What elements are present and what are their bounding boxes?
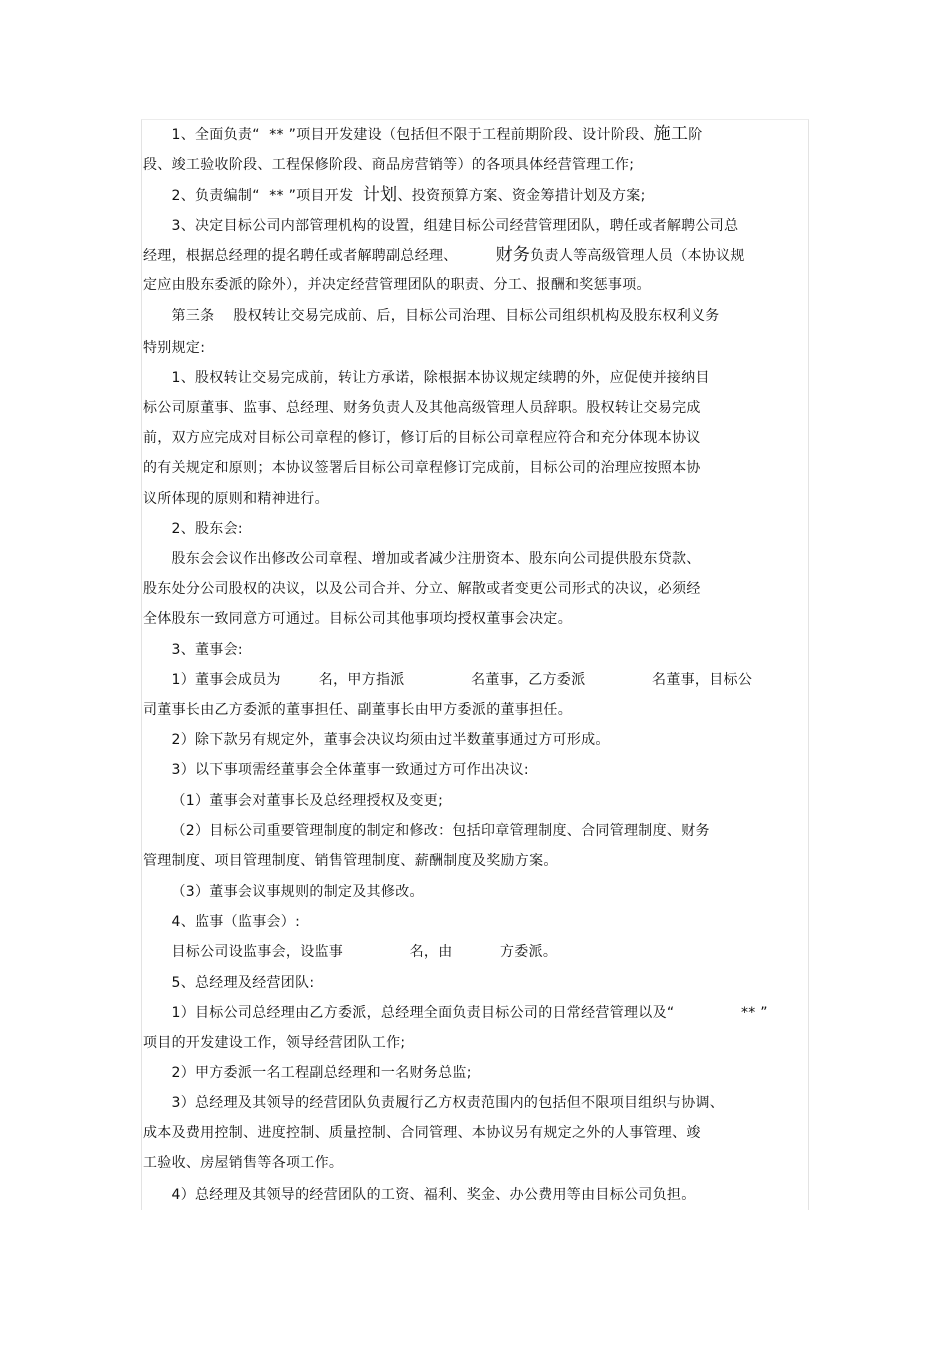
text-fragment: 阶 [688, 127, 703, 143]
text-fragment: 项目的开发建设工作，领导经营团队工作; [143, 1035, 406, 1051]
text-line [143, 943, 557, 961]
text-fragment: 5、总经理及经营团队: [143, 975, 315, 991]
text-fragment: 3、董事会: [143, 642, 243, 658]
text-fragment: 议所体现的原则和精神进行。 [143, 491, 329, 507]
text-line [143, 1186, 696, 1204]
text-fragment: 1）董事会成员为 名，甲方指派 名董事，乙方委派 名董事，目标公 [143, 672, 753, 688]
text-line [143, 580, 701, 598]
text-fragment: 股东处分公司股权的决议，以及公司合并、分立、解散或者变更公司形式的决议，必须经 [143, 581, 701, 597]
text-fragment: 工验收、房屋销售等各项工作。 [143, 1155, 344, 1171]
text-line [143, 490, 329, 508]
text-fragment: 3、决定目标公司内部管理机构的设置，组建目标公司经营管理团队，聘任或者解聘公司总 [143, 218, 739, 234]
text-line [143, 399, 701, 417]
text-line [143, 307, 720, 325]
text-fragment: 2）除下款另有规定外，董事会决议均须由过半数董事通过方可形成。 [143, 732, 610, 748]
text-line [143, 1154, 343, 1172]
text-line [143, 1004, 768, 1022]
text-fragment-large: 计划 [362, 185, 398, 205]
text-line [143, 792, 443, 810]
text-fragment: 4、监事（监事会）: [143, 914, 301, 930]
text-line [143, 671, 752, 689]
text-fragment: 目标公司设监事会，设监事 名，由 方委派。 [143, 944, 558, 960]
text-line [143, 217, 738, 235]
text-fragment: 1、全面负责“ ** ”项目开发建设（包括但不限于工程前期阶段、设计阶段、 [143, 127, 654, 143]
text-fragment: 管理制度、项目管理制度、销售管理制度、薪酬制度及奖励方案。 [143, 853, 558, 869]
text-fragment: 定应由股东委派的除外），并决定经营管理团队的职责、分工、报酬和奖惩事项。 [143, 277, 651, 293]
text-line [143, 1064, 472, 1082]
text-fragment: 第三条 股权转让交易完成前、后，目标公司治理、目标公司组织机构及股东权利义务 [143, 308, 720, 324]
text-line [143, 641, 243, 659]
text-line [143, 339, 205, 357]
text-fragment: 段、竣工验收阶段、工程保修阶段、商品房营销等）的各项具体经营管理工作; [143, 157, 635, 173]
text-line [143, 276, 651, 294]
text-line [143, 520, 243, 538]
text-line [143, 429, 701, 447]
text-line [143, 883, 424, 901]
text-fragment: 的有关规定和原则；本协议签署后目标公司章程修订完成前，目标公司的治理应按照本协 [143, 460, 701, 476]
text-fragment: 3）以下事项需经董事会全体董事一致通过方可作出决议: [143, 762, 529, 778]
text-fragment: 股东会会议作出修改公司章程、增加或者减少注册资本、股东向公司提供股东贷款、 [143, 551, 701, 567]
text-fragment: 2、股东会: [143, 521, 243, 537]
text-line [143, 125, 703, 144]
text-fragment: （2）目标公司重要管理制度的制定和修改：包括印章管理制度、合同管理制度、财务 [143, 823, 710, 839]
text-line [143, 550, 701, 568]
text-fragment: 3）总经理及其领导的经营团队负责履行乙方权责范围内的包括但不限项目组织与协调、 [143, 1095, 725, 1111]
text-fragment: 1、股权转让交易完成前，转让方承诺，除根据本协议规定续聘的外，应促使并接纳目 [143, 370, 710, 386]
text-line [143, 822, 710, 840]
text-line [143, 246, 745, 265]
text-fragment: 特别规定: [143, 340, 206, 356]
text-fragment: 成本及费用控制、进度控制、质量控制、合同管理、本协议另有规定之外的人事管理、竣 [143, 1125, 701, 1141]
text-line [143, 731, 610, 749]
text-line [143, 701, 572, 719]
text-fragment: （3）董事会议事规则的制定及其修改。 [143, 884, 424, 900]
text-fragment: （1）董事会对董事长及总经理授权及变更; [143, 793, 444, 809]
text-fragment: 司董事长由乙方委派的董事担任、副董事长由甲方委派的董事担任。 [143, 702, 572, 718]
text-fragment: 经理，根据总经理的提名聘任或者解聘副总经理、 [143, 248, 496, 264]
text-fragment: 4）总经理及其领导的经营团队的工资、福利、奖金、办公费用等由目标公司负担。 [143, 1187, 696, 1203]
text-fragment: 1）目标公司总经理由乙方委派，总经理全面负责目标公司的日常经营管理以及“ ** ” [143, 1005, 768, 1021]
text-fragment: 标公司原董事、监事、总经理、财务负责人及其他高级管理人员辞职。股权转让交易完成 [143, 400, 701, 416]
text-fragment: 全体股东一致同意方可通过。目标公司其他事项均授权董事会决定。 [143, 611, 572, 627]
text-line [143, 761, 529, 779]
text-line [143, 1034, 405, 1052]
text-line [143, 369, 710, 387]
text-fragment: 前，双方应完成对目标公司章程的修订，修订后的目标公司章程应符合和充分体现本协议 [143, 430, 701, 446]
text-line [143, 1124, 701, 1142]
text-fragment: 2）甲方委派一名工程副总经理和一名财务总监; [143, 1065, 472, 1081]
text-line [143, 974, 314, 992]
text-fragment-large: 施工 [653, 124, 689, 144]
text-fragment: 2、负责编制“ ** ”项目开发 [143, 188, 363, 204]
text-fragment: 、投资预算方案、资金筹措计划及方案; [397, 188, 646, 204]
text-line [143, 186, 646, 205]
text-line [143, 1094, 724, 1112]
text-line [143, 610, 572, 628]
text-fragment: 负责人等高级管理人员（本协议规 [530, 248, 745, 264]
text-line [143, 852, 558, 870]
text-line [143, 459, 701, 477]
text-line [143, 156, 634, 174]
text-line [143, 913, 300, 931]
text-fragment-large: 财务 [495, 245, 531, 265]
